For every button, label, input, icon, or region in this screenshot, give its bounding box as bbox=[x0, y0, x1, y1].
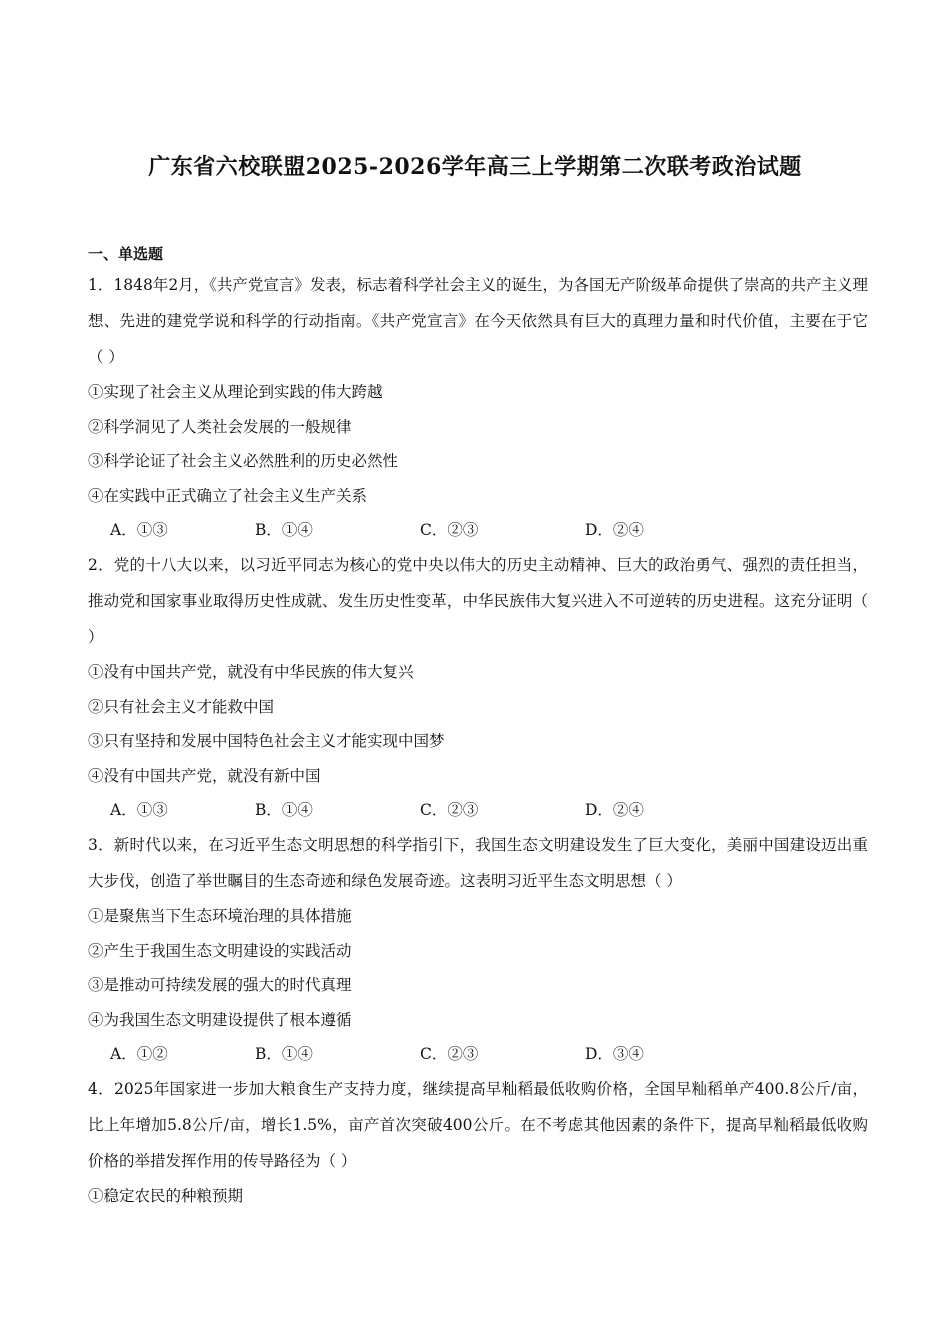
question-stem: 2．党的十八大以来，以习近平同志为核心的党中央以伟大的历史主动精神、巨大的政治勇气、强烈的责任担当，推动党和国家事业取得历史性成就、发生历史性变革，中华民族伟大复兴进入不可逆转的历史进程。这充分证明（ ） bbox=[88, 556, 868, 646]
statement-option: ①是聚焦当下生态环境治理的具体措施 bbox=[88, 907, 352, 925]
document-body bbox=[88, 243, 868, 1214]
statement-option: ②科学洞见了人类社会发展的一般规律 bbox=[88, 417, 352, 436]
choice-d: D．②④ bbox=[585, 801, 644, 819]
statement-option: ④在实践中正式确立了社会主义生产关系 bbox=[88, 486, 368, 505]
statement-option: ③只有坚持和发展中国特色社会主义才能实现中国梦 bbox=[88, 732, 445, 750]
page-title: 广东省六校联盟2025-2026学年高三上学期第二次联考政治试题 bbox=[148, 154, 802, 180]
statement-option: ①稳定农民的种粮预期 bbox=[88, 1187, 244, 1205]
question-stem: 3．新时代以来，在习近平生态文明思想的科学指引下，我国生态文明建设发生了巨大变化，美丽中国建设迈出重大步伐，创造了举世瞩目的生态奇迹和绿色发展奇迹。这表明习近平生态文明思想（ ） bbox=[88, 836, 868, 890]
statement-option: ②只有社会主义才能救中国 bbox=[88, 697, 275, 716]
answer-choices bbox=[88, 513, 868, 547]
answer-choices bbox=[88, 1037, 868, 1071]
statement-option: ④为我国生态文明建设提供了根本遵循 bbox=[88, 1010, 352, 1029]
choice-a: A．①③ bbox=[110, 801, 168, 819]
choice-d: D．③④ bbox=[585, 1045, 644, 1063]
choice-a: A．①③ bbox=[110, 521, 168, 539]
question-stem: 4．2025年国家进一步加大粮食生产支持力度，继续提高早籼稻最低收购价格，全国早籼稻单产400.8公斤/亩，比上年增加5.8公斤/亩，增长1.5%，亩产首次突破400公斤。在不考虑其他因素的条件下，提高早籼稻最低收购价格的举措发挥作用的传导路径为（ ） bbox=[88, 1080, 868, 1170]
question-1 bbox=[88, 267, 868, 547]
statement-option: ③科学论证了社会主义必然胜利的历史必然性 bbox=[88, 452, 399, 470]
question-4 bbox=[88, 1071, 868, 1214]
choice-d: D．②④ bbox=[585, 521, 644, 539]
statement-option: ③是推动可持续发展的强大的时代真理 bbox=[88, 976, 352, 994]
question-stem: 1．1848年2月，《共产党宣言》发表，标志着科学社会主义的诞生，为各国无产阶级革命提供了崇高的共产主义理想、先进的建党学说和科学的行动指南。《共产党宣言》在今天依然具有巨大的真理力量和时代价值，主要在于它（ ） bbox=[88, 276, 868, 366]
statement-option: ②产生于我国生态文明建设的实践活动 bbox=[88, 941, 352, 960]
question-3 bbox=[88, 827, 868, 1071]
choice-b: B．①④ bbox=[255, 1045, 313, 1063]
statement-option: ①实现了社会主义从理论到实践的伟大跨越 bbox=[88, 383, 383, 401]
choice-c: C．②③ bbox=[420, 1045, 479, 1063]
choice-b: B．①④ bbox=[255, 801, 313, 819]
answer-choices bbox=[88, 793, 868, 827]
question-2 bbox=[88, 547, 868, 827]
choice-c: C．②③ bbox=[420, 521, 479, 539]
choice-c: C．②③ bbox=[420, 801, 479, 819]
statement-option: ④没有中国共产党，就没有新中国 bbox=[88, 766, 321, 785]
statement-option: ①没有中国共产党，就没有中华民族的伟大复兴 bbox=[88, 663, 414, 681]
choice-b: B．①④ bbox=[255, 521, 313, 539]
section-heading: 一、单选题 bbox=[88, 245, 164, 263]
choice-a: A．①② bbox=[110, 1045, 168, 1063]
